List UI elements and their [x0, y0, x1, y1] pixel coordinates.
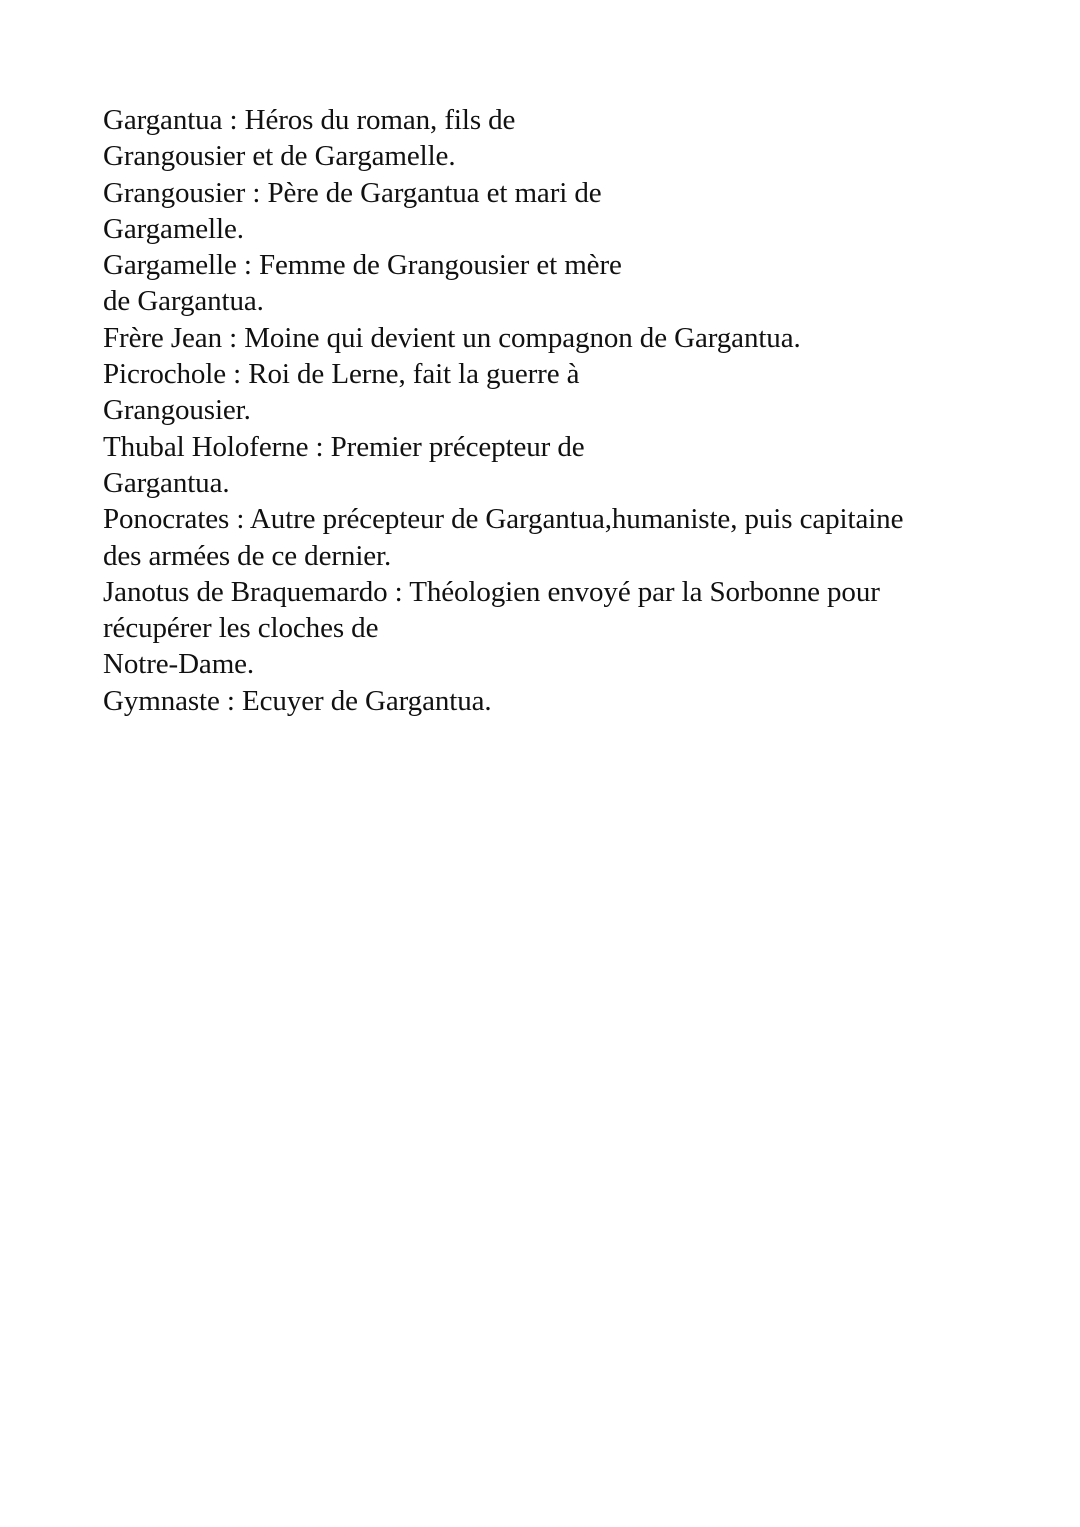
text-line: Grangousier. [103, 394, 251, 427]
text-line: Grangousier : Père de Gargantua et mari de [103, 176, 602, 209]
text-line: Gargamelle : Femme de Grangousier et mère [103, 249, 622, 282]
text-line: des armées de ce dernier. [103, 539, 392, 572]
text-line: Grangousier et de Gargamelle. [103, 140, 456, 173]
text-line: Janotus de Braquemardo : Théologien envoyé par la Sorbonne pour [103, 575, 880, 608]
text-line: récupérer les cloches de [103, 612, 379, 645]
text-line: Picrochole : Roi de Lerne, fait la guerre à [103, 358, 580, 391]
text-line: Notre-Dame. [103, 648, 255, 681]
text-line: Gargantua. [103, 466, 230, 499]
character-list [103, 102, 1003, 719]
text-line: Gymnaste : Ecuyer de Gargantua. [103, 684, 492, 717]
text-line: Frère Jean : Moine qui devient un compagnon de Gargantua. [103, 321, 801, 354]
text-line: Ponocrates : Autre précepteur de Gargantua,humaniste, puis capitaine [103, 503, 904, 536]
text-line: Gargantua : Héros du roman, fils de [103, 104, 516, 136]
text-line: Thubal Holoferne : Premier précepteur de [103, 430, 585, 463]
text-line: Gargamelle. [103, 212, 244, 245]
text-line: de Gargantua. [103, 285, 264, 318]
